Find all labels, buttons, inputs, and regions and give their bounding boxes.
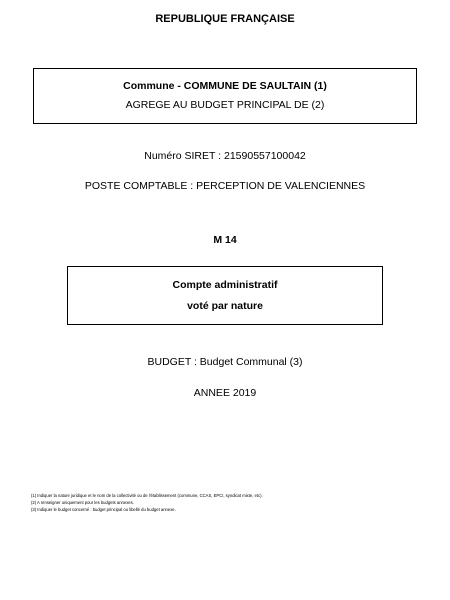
poste-comptable: POSTE COMPTABLE : PERCEPTION DE VALENCIENNES bbox=[84, 180, 366, 192]
annee-line: ANNEE 2019 bbox=[193, 387, 257, 399]
republique-header: REPUBLIQUE FRANÇAISE bbox=[155, 13, 295, 25]
footnote: (1) Indiquer la nature juridique et le nom de la collectivité ou de l'établissement (commune, CCAS, EPCI, syndicat mixte, etc). bbox=[31, 493, 263, 498]
footnote: (3) Indiquer le budget concerné : budget principal ou libellé du budget annexe. bbox=[31, 507, 176, 513]
compte-subtitle: voté par nature bbox=[187, 300, 263, 312]
footnotes bbox=[31, 492, 421, 514]
nomenclature-label: M 14 bbox=[213, 234, 237, 246]
compte-title: Compte administratif bbox=[172, 279, 278, 291]
agrege-line: AGREGE AU BUDGET PRINCIPAL DE (2) bbox=[125, 99, 325, 111]
budget-line: BUDGET : Budget Communal (3) bbox=[147, 356, 303, 368]
commune-name: Commune - COMMUNE DE SAULTAIN (1) bbox=[123, 80, 327, 92]
siret-number: Numéro SIRET : 21590557100042 bbox=[144, 150, 306, 162]
collectivite-box bbox=[33, 68, 417, 124]
compte-administratif-box bbox=[67, 266, 383, 325]
footnote: (2) A renseigner uniquement pour les budgets annexes. bbox=[31, 500, 134, 506]
